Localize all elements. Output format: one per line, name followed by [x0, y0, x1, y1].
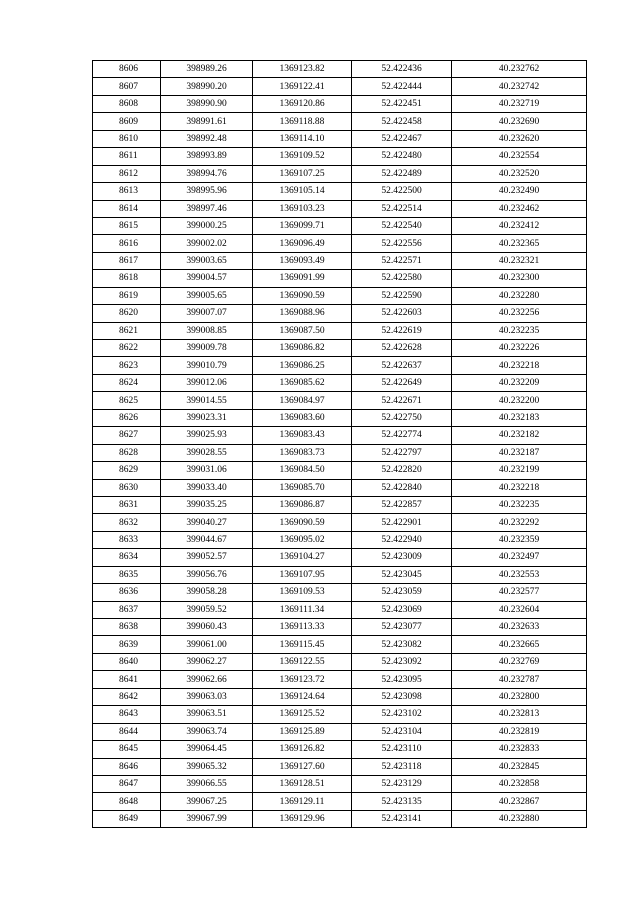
- table-cell: 8630: [93, 479, 161, 496]
- table-cell: 40.232800: [452, 688, 587, 705]
- table-cell: 52.422637: [352, 357, 452, 374]
- table-cell: 40.232604: [452, 601, 587, 618]
- table-cell: 40.232553: [452, 566, 587, 583]
- table-cell: 1369125.52: [253, 706, 352, 723]
- table-cell: 40.232867: [452, 793, 587, 810]
- table-cell: 40.232365: [452, 235, 587, 252]
- table-cell: 1369083.43: [253, 427, 352, 444]
- table-row: [93, 357, 587, 374]
- table-cell: 8609: [93, 113, 161, 130]
- table-cell: 399058.28: [161, 584, 253, 601]
- table-cell: 1369128.51: [253, 775, 352, 792]
- table-cell: 1369085.62: [253, 374, 352, 391]
- table-cell: 399052.57: [161, 549, 253, 566]
- table-cell: 1369096.49: [253, 235, 352, 252]
- table-row: [93, 462, 587, 479]
- table-cell: 8607: [93, 78, 161, 95]
- table-cell: 40.232218: [452, 357, 587, 374]
- table-cell: 52.422467: [352, 130, 452, 147]
- table-cell: 52.422797: [352, 444, 452, 461]
- table-cell: 8625: [93, 392, 161, 409]
- table-cell: 398995.96: [161, 183, 253, 200]
- table-cell: 8634: [93, 549, 161, 566]
- table-row: [93, 566, 587, 583]
- table-cell: 398993.89: [161, 148, 253, 165]
- table-cell: 1369084.50: [253, 462, 352, 479]
- table-cell: 8618: [93, 270, 161, 287]
- table-cell: 40.232235: [452, 322, 587, 339]
- table-cell: 1369090.59: [253, 287, 352, 304]
- table-cell: 52.423045: [352, 566, 452, 583]
- table-row: [93, 810, 587, 827]
- table-cell: 40.232633: [452, 619, 587, 636]
- table-row: [93, 95, 587, 112]
- table-cell: 1369124.64: [253, 688, 352, 705]
- table-cell: 52.422444: [352, 78, 452, 95]
- table-cell: 1369105.14: [253, 183, 352, 200]
- table-cell: 399067.25: [161, 793, 253, 810]
- table-cell: 1369107.95: [253, 566, 352, 583]
- table-cell: 8635: [93, 566, 161, 583]
- table-cell: 399044.67: [161, 531, 253, 548]
- table-row: [93, 496, 587, 513]
- table-cell: 52.423095: [352, 671, 452, 688]
- table-cell: 399063.51: [161, 706, 253, 723]
- table-cell: 52.423059: [352, 584, 452, 601]
- table-row: [93, 340, 587, 357]
- table-cell: 40.232218: [452, 479, 587, 496]
- table-cell: 52.422671: [352, 392, 452, 409]
- table-cell: 52.422458: [352, 113, 452, 130]
- table-cell: 1369123.82: [253, 61, 352, 78]
- table-cell: 8619: [93, 287, 161, 304]
- table-row: [93, 444, 587, 461]
- table-cell: 52.422514: [352, 200, 452, 217]
- table-cell: 399003.65: [161, 252, 253, 269]
- table-cell: 1369127.60: [253, 758, 352, 775]
- table-cell: 40.232187: [452, 444, 587, 461]
- table-cell: 1369109.53: [253, 584, 352, 601]
- table-cell: 8610: [93, 130, 161, 147]
- table-cell: 8643: [93, 706, 161, 723]
- table-cell: 8627: [93, 427, 161, 444]
- table-cell: 52.422556: [352, 235, 452, 252]
- table-cell: 399014.55: [161, 392, 253, 409]
- table-cell: 8612: [93, 165, 161, 182]
- table-cell: 52.422774: [352, 427, 452, 444]
- table-cell: 399064.45: [161, 741, 253, 758]
- table-cell: 1369113.33: [253, 619, 352, 636]
- table-row: [93, 130, 587, 147]
- table-cell: 52.422603: [352, 305, 452, 322]
- table-row: [93, 479, 587, 496]
- table-cell: 1369118.88: [253, 113, 352, 130]
- table-cell: 398989.26: [161, 61, 253, 78]
- table-cell: 399009.78: [161, 340, 253, 357]
- table-cell: 52.423102: [352, 706, 452, 723]
- table-cell: 8636: [93, 584, 161, 601]
- table-cell: 40.232256: [452, 305, 587, 322]
- table-cell: 1369091.99: [253, 270, 352, 287]
- table-cell: 399031.06: [161, 462, 253, 479]
- table-cell: 40.232620: [452, 130, 587, 147]
- table-cell: 1369084.97: [253, 392, 352, 409]
- table-cell: 52.422649: [352, 374, 452, 391]
- table-cell: 8631: [93, 496, 161, 513]
- table-cell: 1369129.11: [253, 793, 352, 810]
- table-cell: 52.422451: [352, 95, 452, 112]
- table-cell: 1369111.34: [253, 601, 352, 618]
- table-cell: 8629: [93, 462, 161, 479]
- table-cell: 1369129.96: [253, 810, 352, 827]
- table-cell: 399002.02: [161, 235, 253, 252]
- table-cell: 8623: [93, 357, 161, 374]
- table-cell: 8646: [93, 758, 161, 775]
- table-row: [93, 200, 587, 217]
- table-cell: 52.422500: [352, 183, 452, 200]
- table-cell: 40.232762: [452, 61, 587, 78]
- table-cell: 8639: [93, 636, 161, 653]
- table-row: [93, 113, 587, 130]
- table-row: [93, 322, 587, 339]
- table-cell: 399005.65: [161, 287, 253, 304]
- table-cell: 40.232235: [452, 496, 587, 513]
- table-row: [93, 723, 587, 740]
- table-cell: 399007.07: [161, 305, 253, 322]
- table-cell: 399008.85: [161, 322, 253, 339]
- table-row: [93, 61, 587, 78]
- table-cell: 52.423110: [352, 741, 452, 758]
- table-cell: 1369083.73: [253, 444, 352, 461]
- table-cell: 1369114.10: [253, 130, 352, 147]
- table-cell: 399060.43: [161, 619, 253, 636]
- table-cell: 40.232321: [452, 252, 587, 269]
- table-cell: 1369126.82: [253, 741, 352, 758]
- table-cell: 52.423009: [352, 549, 452, 566]
- table-cell: 8641: [93, 671, 161, 688]
- table-cell: 52.423092: [352, 653, 452, 670]
- table-cell: 40.232359: [452, 531, 587, 548]
- table-cell: 40.232292: [452, 514, 587, 531]
- table-cell: 8638: [93, 619, 161, 636]
- table-row: [93, 148, 587, 165]
- table-cell: 8614: [93, 200, 161, 217]
- table-cell: 40.232813: [452, 706, 587, 723]
- table-cell: 1369099.71: [253, 217, 352, 234]
- table-cell: 399023.31: [161, 409, 253, 426]
- table-cell: 398991.61: [161, 113, 253, 130]
- table-cell: 52.422940: [352, 531, 452, 548]
- table-row: [93, 183, 587, 200]
- table-cell: 40.232880: [452, 810, 587, 827]
- table-cell: 1369103.23: [253, 200, 352, 217]
- table-cell: 1369125.89: [253, 723, 352, 740]
- table-cell: 1369122.41: [253, 78, 352, 95]
- table-cell: 1369090.59: [253, 514, 352, 531]
- table-cell: 399061.00: [161, 636, 253, 653]
- table-cell: 40.232300: [452, 270, 587, 287]
- table-cell: 52.422540: [352, 217, 452, 234]
- table-cell: 399025.93: [161, 427, 253, 444]
- table-cell: 1369109.52: [253, 148, 352, 165]
- table-cell: 399062.27: [161, 653, 253, 670]
- table-cell: 8608: [93, 95, 161, 112]
- table-cell: 40.232665: [452, 636, 587, 653]
- table-cell: 1369086.87: [253, 496, 352, 513]
- table-cell: 399040.27: [161, 514, 253, 531]
- table-cell: 1369120.86: [253, 95, 352, 112]
- table-cell: 1369088.96: [253, 305, 352, 322]
- table-cell: 52.423082: [352, 636, 452, 653]
- table-row: [93, 78, 587, 95]
- table-cell: 1369104.27: [253, 549, 352, 566]
- table-cell: 52.422857: [352, 496, 452, 513]
- table-cell: 52.423104: [352, 723, 452, 740]
- table-row: [93, 653, 587, 670]
- table-cell: 40.232226: [452, 340, 587, 357]
- table-cell: 8645: [93, 741, 161, 758]
- table-cell: 399004.57: [161, 270, 253, 287]
- table-row: [93, 374, 587, 391]
- table-cell: 40.232280: [452, 287, 587, 304]
- table-cell: 1369123.72: [253, 671, 352, 688]
- table-cell: 8616: [93, 235, 161, 252]
- table-cell: 40.232787: [452, 671, 587, 688]
- table-row: [93, 793, 587, 810]
- table-cell: 52.423118: [352, 758, 452, 775]
- table-cell: 1369093.49: [253, 252, 352, 269]
- table-row: [93, 270, 587, 287]
- table-row: [93, 427, 587, 444]
- table-row: [93, 758, 587, 775]
- table-cell: 1369086.25: [253, 357, 352, 374]
- table-cell: 398994.76: [161, 165, 253, 182]
- table-cell: 40.232845: [452, 758, 587, 775]
- table-cell: 8628: [93, 444, 161, 461]
- table-cell: 52.423069: [352, 601, 452, 618]
- table-cell: 8637: [93, 601, 161, 618]
- table-row: [93, 392, 587, 409]
- table-cell: 52.422628: [352, 340, 452, 357]
- table-cell: 40.232742: [452, 78, 587, 95]
- table-row: [93, 217, 587, 234]
- table-cell: 40.232183: [452, 409, 587, 426]
- table-cell: 52.422489: [352, 165, 452, 182]
- table-cell: 399065.32: [161, 758, 253, 775]
- table-cell: 1369095.02: [253, 531, 352, 548]
- table-cell: 40.232719: [452, 95, 587, 112]
- table-cell: 8606: [93, 61, 161, 78]
- table-cell: 8647: [93, 775, 161, 792]
- table-cell: 40.232490: [452, 183, 587, 200]
- table-cell: 8642: [93, 688, 161, 705]
- table-row: [93, 165, 587, 182]
- table-cell: 8640: [93, 653, 161, 670]
- table-cell: 40.232690: [452, 113, 587, 130]
- table-cell: 52.423077: [352, 619, 452, 636]
- table-cell: 398990.20: [161, 78, 253, 95]
- table-cell: 40.232182: [452, 427, 587, 444]
- table-cell: 8632: [93, 514, 161, 531]
- table-cell: 52.422820: [352, 462, 452, 479]
- table-cell: 399000.25: [161, 217, 253, 234]
- table-cell: 8615: [93, 217, 161, 234]
- table-cell: 40.232497: [452, 549, 587, 566]
- table-cell: 40.232412: [452, 217, 587, 234]
- table-cell: 1369083.60: [253, 409, 352, 426]
- table-cell: 40.232199: [452, 462, 587, 479]
- table-row: [93, 514, 587, 531]
- table-cell: 52.422436: [352, 61, 452, 78]
- table-cell: 399062.66: [161, 671, 253, 688]
- table-cell: 399010.79: [161, 357, 253, 374]
- table-cell: 399033.40: [161, 479, 253, 496]
- table-cell: 1369115.45: [253, 636, 352, 653]
- table-cell: 8648: [93, 793, 161, 810]
- table-row: [93, 671, 587, 688]
- table-cell: 52.423141: [352, 810, 452, 827]
- table-cell: 8617: [93, 252, 161, 269]
- table-cell: 40.232858: [452, 775, 587, 792]
- table-cell: 52.422619: [352, 322, 452, 339]
- table-cell: 399067.99: [161, 810, 253, 827]
- table-cell: 8621: [93, 322, 161, 339]
- table-row: [93, 531, 587, 548]
- table-cell: 398997.46: [161, 200, 253, 217]
- table-cell: 52.423135: [352, 793, 452, 810]
- table-cell: 398992.48: [161, 130, 253, 147]
- table-row: [93, 619, 587, 636]
- table-cell: 52.423098: [352, 688, 452, 705]
- table-cell: 52.422571: [352, 252, 452, 269]
- table-cell: 52.422750: [352, 409, 452, 426]
- table-cell: 398990.90: [161, 95, 253, 112]
- table-cell: 40.232819: [452, 723, 587, 740]
- table-cell: 40.232833: [452, 741, 587, 758]
- table-row: [93, 636, 587, 653]
- table-cell: 1369085.70: [253, 479, 352, 496]
- table-cell: 8633: [93, 531, 161, 548]
- table-cell: 399063.74: [161, 723, 253, 740]
- table-cell: 52.422840: [352, 479, 452, 496]
- table-row: [93, 305, 587, 322]
- table-row: [93, 549, 587, 566]
- table-cell: 399012.06: [161, 374, 253, 391]
- table-cell: 8644: [93, 723, 161, 740]
- table-cell: 52.422590: [352, 287, 452, 304]
- table-cell: 40.232577: [452, 584, 587, 601]
- table-cell: 8626: [93, 409, 161, 426]
- table-cell: 399056.76: [161, 566, 253, 583]
- table-cell: 1369107.25: [253, 165, 352, 182]
- table-cell: 399066.55: [161, 775, 253, 792]
- table-cell: 8649: [93, 810, 161, 827]
- table-cell: 399028.55: [161, 444, 253, 461]
- coordinates-table: [92, 60, 587, 828]
- table-cell: 40.232520: [452, 165, 587, 182]
- table-cell: 8611: [93, 148, 161, 165]
- table-row: [93, 584, 587, 601]
- table-row: [93, 706, 587, 723]
- table-row: [93, 741, 587, 758]
- table-cell: 1369086.82: [253, 340, 352, 357]
- table-cell: 40.232769: [452, 653, 587, 670]
- table-cell: 52.423129: [352, 775, 452, 792]
- table-cell: 40.232200: [452, 392, 587, 409]
- table-row: [93, 235, 587, 252]
- table-row: [93, 409, 587, 426]
- table-cell: 8622: [93, 340, 161, 357]
- table-row: [93, 601, 587, 618]
- table-cell: 8620: [93, 305, 161, 322]
- table-cell: 399059.52: [161, 601, 253, 618]
- table-cell: 399063.03: [161, 688, 253, 705]
- table-cell: 40.232554: [452, 148, 587, 165]
- table-cell: 8613: [93, 183, 161, 200]
- table-cell: 8624: [93, 374, 161, 391]
- table-cell: 40.232209: [452, 374, 587, 391]
- table-cell: 40.232462: [452, 200, 587, 217]
- table-cell: 52.422480: [352, 148, 452, 165]
- table-row: [93, 688, 587, 705]
- table-cell: 1369122.55: [253, 653, 352, 670]
- table-cell: 52.422901: [352, 514, 452, 531]
- table-row: [93, 287, 587, 304]
- table-row: [93, 775, 587, 792]
- table-cell: 52.422580: [352, 270, 452, 287]
- coordinates-table-body: [93, 61, 587, 828]
- table-cell: 1369087.50: [253, 322, 352, 339]
- table-row: [93, 252, 587, 269]
- table-cell: 399035.25: [161, 496, 253, 513]
